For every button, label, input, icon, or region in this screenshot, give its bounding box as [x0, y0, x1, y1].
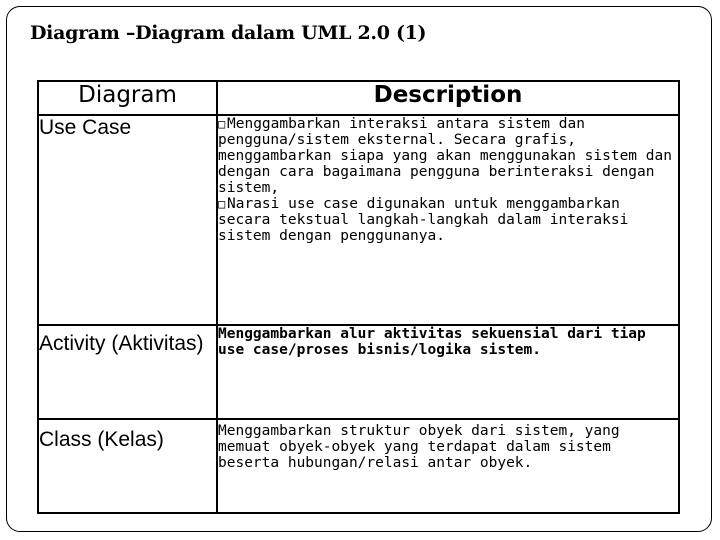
bullet-text: Menggambarkan interaksi antara sistem dan pengguna/sistem eksternal. Secara grafis, menggambarkan siapa yang akan menggunakan sistem dan dengan cara bagaimana pengguna berinteraksi dengan sistem, [218, 116, 672, 196]
slide-title: Diagram –Diagram dalam UML 2.0 (1) [30, 22, 427, 44]
diagram-description: Menggambarkan alur aktivitas sekuensial dari tiap use case/proses bisnis/logika sistem. [217, 325, 679, 419]
table-row [38, 419, 679, 513]
header-description: Description [217, 81, 679, 115]
square-bullet-icon: □ [218, 117, 226, 131]
diagram-name: Use Case [38, 115, 217, 325]
table-row [38, 325, 679, 419]
square-bullet-icon: □ [218, 197, 226, 211]
diagram-name: Class (Kelas) [38, 419, 217, 513]
diagram-description: Menggambarkan struktur obyek dari sistem, yang memuat obyek-obyek yang terdapat dalam sistem beserta hubungan/relasi antar obyek. [217, 419, 679, 513]
table-header-row [38, 81, 679, 115]
diagram-name: Activity (Aktivitas) [38, 325, 217, 419]
diagram-description [217, 115, 679, 325]
bullet-text: Narasi use case digunakan untuk menggambarkan secara tekstual langkah-langkah dalam interaksi sistem dengan penggunanya. [218, 196, 629, 244]
uml-diagram-table [37, 80, 680, 514]
bullet-item [218, 116, 678, 196]
table-row [38, 115, 679, 325]
bullet-item [218, 196, 678, 244]
header-diagram: Diagram [38, 81, 217, 115]
